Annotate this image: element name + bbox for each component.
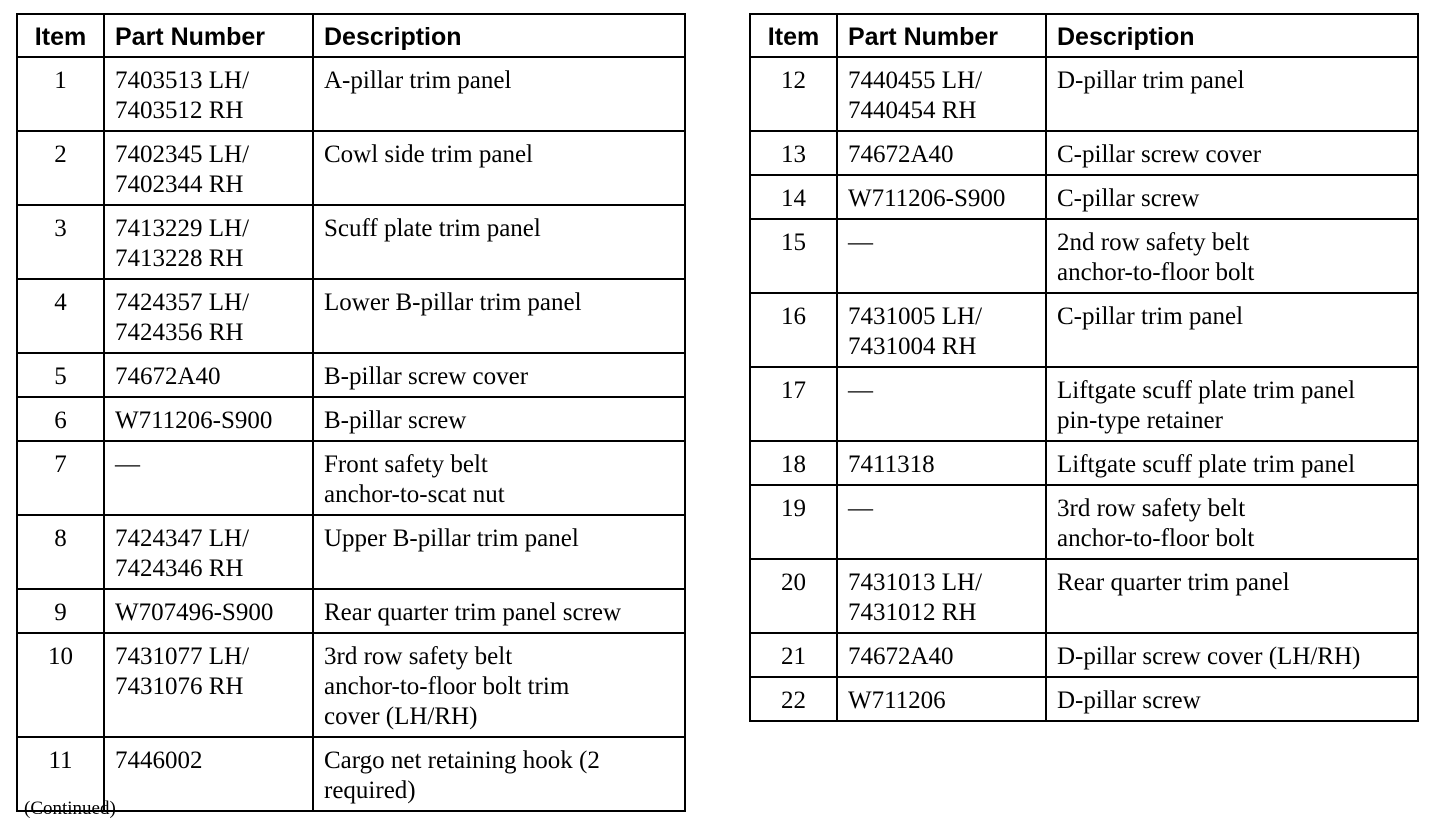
table-row <box>17 515 685 589</box>
item-cell: 6 <box>17 397 104 441</box>
table-row <box>17 279 685 353</box>
description-cell: Liftgate scuff plate trim panel <box>1046 441 1418 485</box>
description-cell: Cargo net retaining hook (2 required) <box>313 737 685 811</box>
parts-table-right <box>749 13 1419 722</box>
item-cell: 21 <box>750 633 837 677</box>
part-number-cell: 7402345 LH/ 7402344 RH <box>104 131 313 205</box>
part-number-cell: 7431005 LH/ 7431004 RH <box>837 293 1046 367</box>
description-cell: Scuff plate trim panel <box>313 205 685 279</box>
description-cell: C-pillar screw cover <box>1046 131 1418 175</box>
header-description: Description <box>313 14 685 57</box>
table-row <box>750 219 1418 293</box>
description-cell: Lower B-pillar trim panel <box>313 279 685 353</box>
header-description: Description <box>1046 14 1418 57</box>
part-number-cell: 7446002 <box>104 737 313 811</box>
description-cell: Front safety belt anchor-to-scat nut <box>313 441 685 515</box>
table-row <box>17 589 685 633</box>
part-number-cell: W711206-S900 <box>104 397 313 441</box>
description-cell: Liftgate scuff plate trim panel pin-type retainer <box>1046 367 1418 441</box>
table-row <box>17 397 685 441</box>
description-cell: Rear quarter trim panel <box>1046 559 1418 633</box>
table-row <box>750 559 1418 633</box>
description-cell: Cowl side trim panel <box>313 131 685 205</box>
item-cell: 16 <box>750 293 837 367</box>
description-cell: 3rd row safety belt anchor-to-floor bolt trim cover (LH/RH) <box>313 633 685 737</box>
description-cell: 2nd row safety belt anchor-to-floor bolt <box>1046 219 1418 293</box>
table-row <box>750 367 1418 441</box>
part-number-cell: 7424347 LH/ 7424346 RH <box>104 515 313 589</box>
description-cell: D-pillar screw <box>1046 677 1418 721</box>
description-cell: B-pillar screw cover <box>313 353 685 397</box>
part-number-cell: 7411318 <box>837 441 1046 485</box>
part-number-cell: 74672A40 <box>104 353 313 397</box>
table-row <box>17 57 685 131</box>
item-cell: 12 <box>750 57 837 131</box>
item-cell: 5 <box>17 353 104 397</box>
part-number-cell: — <box>104 441 313 515</box>
table-row <box>750 677 1418 721</box>
table-row <box>17 737 685 811</box>
part-number-cell: 7403513 LH/ 7403512 RH <box>104 57 313 131</box>
part-number-cell: W711206-S900 <box>837 175 1046 219</box>
table-row <box>17 131 685 205</box>
table-row <box>750 175 1418 219</box>
description-cell: B-pillar screw <box>313 397 685 441</box>
table-row <box>17 441 685 515</box>
header-part-number: Part Number <box>837 14 1046 57</box>
table-row <box>750 633 1418 677</box>
description-cell: Rear quarter trim panel screw <box>313 589 685 633</box>
table-row <box>750 293 1418 367</box>
part-number-cell: — <box>837 485 1046 559</box>
item-cell: 8 <box>17 515 104 589</box>
header-item: Item <box>750 14 837 57</box>
item-cell: 10 <box>17 633 104 737</box>
item-cell: 22 <box>750 677 837 721</box>
table-row <box>750 441 1418 485</box>
part-number-cell: 7431077 LH/ 7431076 RH <box>104 633 313 737</box>
item-cell: 14 <box>750 175 837 219</box>
description-cell: Upper B-pillar trim panel <box>313 515 685 589</box>
description-cell: C-pillar screw <box>1046 175 1418 219</box>
parts-table-left <box>16 13 686 812</box>
item-cell: 11 <box>17 737 104 811</box>
table-row <box>17 205 685 279</box>
item-cell: 4 <box>17 279 104 353</box>
table-row <box>17 633 685 737</box>
item-cell: 17 <box>750 367 837 441</box>
part-number-cell: 7440455 LH/ 7440454 RH <box>837 57 1046 131</box>
part-number-cell: 7413229 LH/ 7413228 RH <box>104 205 313 279</box>
item-cell: 7 <box>17 441 104 515</box>
description-cell: D-pillar trim panel <box>1046 57 1418 131</box>
part-number-cell: 74672A40 <box>837 131 1046 175</box>
part-number-cell: 74672A40 <box>837 633 1046 677</box>
part-number-cell: — <box>837 219 1046 293</box>
table-header-row <box>17 14 685 57</box>
item-cell: 13 <box>750 131 837 175</box>
item-cell: 19 <box>750 485 837 559</box>
item-cell: 20 <box>750 559 837 633</box>
item-cell: 18 <box>750 441 837 485</box>
table-header-row <box>750 14 1418 57</box>
part-number-cell: W711206 <box>837 677 1046 721</box>
item-cell: 15 <box>750 219 837 293</box>
description-cell: C-pillar trim panel <box>1046 293 1418 367</box>
part-number-cell: 7431013 LH/ 7431012 RH <box>837 559 1046 633</box>
description-cell: D-pillar screw cover (LH/RH) <box>1046 633 1418 677</box>
header-item: Item <box>17 14 104 57</box>
part-number-cell: 7424357 LH/ 7424356 RH <box>104 279 313 353</box>
description-cell: 3rd row safety belt anchor-to-floor bolt <box>1046 485 1418 559</box>
item-cell: 3 <box>17 205 104 279</box>
table-row <box>750 131 1418 175</box>
part-number-cell: W707496-S900 <box>104 589 313 633</box>
item-cell: 9 <box>17 589 104 633</box>
item-cell: 2 <box>17 131 104 205</box>
description-cell: A-pillar trim panel <box>313 57 685 131</box>
table-row <box>17 353 685 397</box>
part-number-cell: — <box>837 367 1046 441</box>
continued-note: (Continued) <box>24 798 116 819</box>
table-row <box>750 57 1418 131</box>
table-row <box>750 485 1418 559</box>
header-part-number: Part Number <box>104 14 313 57</box>
item-cell: 1 <box>17 57 104 131</box>
